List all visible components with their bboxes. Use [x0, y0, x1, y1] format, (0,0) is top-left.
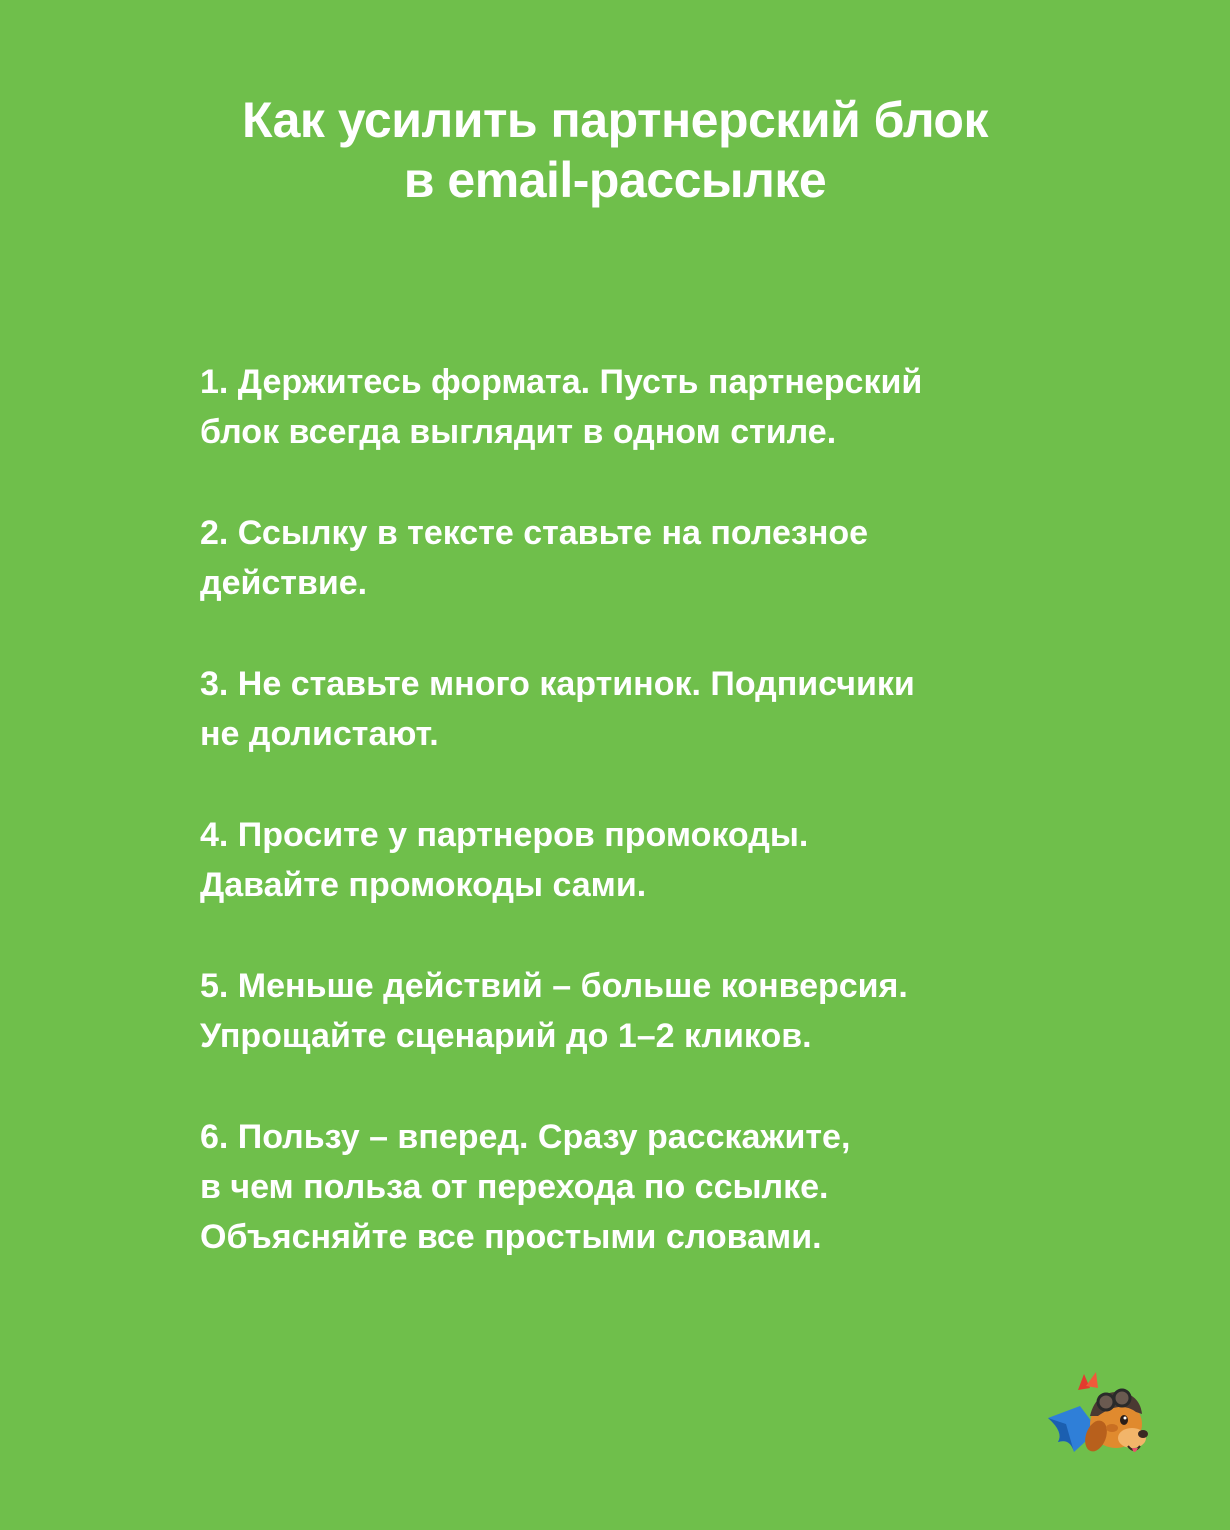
- tip-line: 6. Пользу – вперед. Сразу расскажите,: [200, 1118, 851, 1156]
- tip-line: 5. Меньше действий – больше конверсия.: [200, 967, 908, 1005]
- flying-dog-mascot-icon: [1040, 1372, 1160, 1472]
- page-title: [0, 90, 1230, 210]
- tip-line: 3. Не ставьте много картинок. Подписчики: [200, 665, 915, 703]
- tip-line: Объясняйте все простыми словами.: [200, 1218, 822, 1256]
- tip-line: 1. Держитесь формата. Пусть партнерский: [200, 363, 923, 401]
- tip-line: 4. Просите у партнеров промокоды.: [200, 816, 809, 854]
- tip-item-4: [200, 810, 1160, 910]
- tip-item-1: [200, 357, 1160, 457]
- title-line-2: в email-рассылке: [403, 152, 827, 208]
- tip-item-6: [200, 1112, 1160, 1262]
- tip-line: Давайте промокоды сами.: [200, 866, 647, 904]
- tip-item-5: [200, 961, 1160, 1061]
- tip-line: 2. Ссылку в тексте ставьте на полезное: [200, 514, 869, 552]
- tips-list: [200, 357, 1160, 1262]
- tip-line: Упрощайте сценарий до 1–2 кликов.: [200, 1017, 812, 1055]
- tip-line: в чем польза от перехода по ссылке.: [200, 1168, 829, 1206]
- tip-line: не долистают.: [200, 715, 439, 753]
- tip-item-3: [200, 659, 1160, 759]
- tip-line: действие.: [200, 564, 368, 602]
- title-line-1: Как усилить партнерский блок: [241, 92, 988, 148]
- tip-line: блок всегда выглядит в одном стиле.: [200, 413, 837, 451]
- tip-item-2: [200, 508, 1160, 608]
